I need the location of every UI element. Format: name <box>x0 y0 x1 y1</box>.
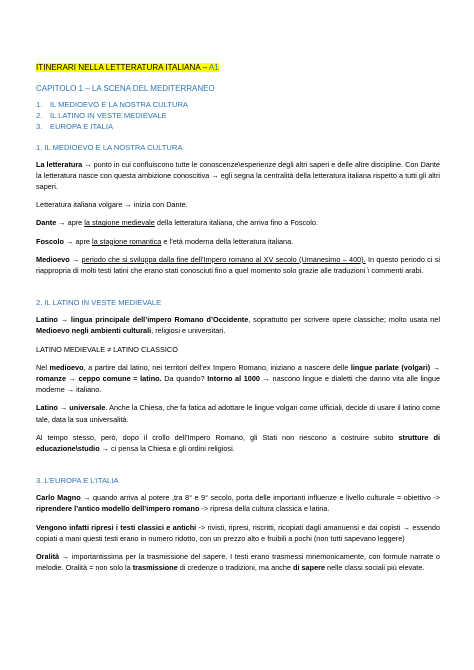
bold-term: La letteratura <box>36 159 83 169</box>
toc-item[interactable] <box>36 99 440 110</box>
paragraph-text: In questo periodo ci si riappropria di molti testi latini che erano stati conosciuti fino a quel momento solo grazie alle traduzioni \ commenti arabi. <box>36 254 441 276</box>
paragraph-text: → apre <box>56 218 85 228</box>
underlined-text: la stagione romantica <box>91 236 162 246</box>
paragraph-text: → quando arriva al potere ,tra 8° e 9° secolo, porta delle importanti influenze e livello culturale = obiettivo -> <box>80 493 441 503</box>
paragraph: Letteratura italiana volgare → inizia con Dante. <box>36 200 188 210</box>
bold-term: Vengono infatti ripresi i testi classici e antichi <box>36 522 197 532</box>
toc-item[interactable] <box>36 110 440 121</box>
bold-term: medioevo <box>49 362 84 372</box>
paragraph <box>36 254 440 276</box>
bold-term: Foscolo <box>36 236 64 246</box>
bold-term: strutture di educazione\studio <box>36 432 440 454</box>
underlined-text: la stagione medievale <box>84 218 155 228</box>
paragraph-text: -> ripresa della cultura classica e latina. <box>199 504 330 514</box>
paragraph-text: → punto in cui confluiscono tutte le conoscenze\esperienze degli altri saperi e delle altre discipline. Con Dante la letteratura nasce con questa ambizione conoscitiva → egli segna la centralità della letteratura italiana rispetto a tutti gli altri saperi. <box>36 159 440 192</box>
toc-number: 3. <box>36 122 43 132</box>
table-of-contents <box>36 99 440 133</box>
paragraph <box>36 159 440 193</box>
toc-label: IL LATINO IN VESTE MEDIEVALE <box>50 111 167 121</box>
paragraph <box>36 551 440 573</box>
paragraph-text: nascono lingue e dialetti che danno vita alle lingue moderne → italiano. <box>36 374 440 395</box>
toc-item[interactable] <box>36 121 440 132</box>
document-title <box>36 62 440 74</box>
paragraph-text: → importantissima per la trasmissione del sapere. I testi erano trasmessi mnemonicamente, con formule narrate o melodie. Oralità = non solo la <box>36 552 440 573</box>
paragraph-text: Da quando? <box>161 374 208 384</box>
bold-term: Oralità <box>36 552 60 562</box>
paragraph-text: e l’età moderna della letteratura italiana. <box>161 236 294 246</box>
toc-number: 2. <box>36 111 43 121</box>
toc-label: EUROPA E ITALIA <box>50 122 114 132</box>
toc-number: 1. <box>36 100 43 109</box>
paragraph-text: Nel <box>36 362 50 372</box>
title-highlight <box>36 63 219 72</box>
paragraph-text: . Anche la Chiesa, che fa fatica ad adottare le lingue volgari come ufficiali, decide di usare il latino come tale, data la sua universalità. <box>36 403 441 424</box>
paragraph <box>36 402 440 424</box>
paragraph <box>36 522 440 544</box>
paragraph-text: → <box>69 254 82 264</box>
paragraph-text: di credenze o tradizioni, ma anche <box>177 563 293 573</box>
section-heading: 2. IL LATINO IN VESTE MEDIEVALE <box>36 298 162 308</box>
paragraph <box>36 314 440 336</box>
paragraph <box>36 362 440 396</box>
paragraph-text: nelle classi sociali più elevate. <box>325 563 425 573</box>
chapter-heading: CAPITOLO 1 – LA SCENA DEL MEDITERRANEO <box>36 84 215 93</box>
title-text: ITINERARI NELLA LETTERATURA ITALIANA – <box>36 63 208 72</box>
underlined-text: periodo che si sviluppa dalla fine dell’Impero romano al XV secolo (Umanesimo – 400). <box>81 254 366 264</box>
bold-term: Dante <box>36 218 57 228</box>
section-heading: 3. L’EUROPA E L’ITALIA <box>36 476 119 486</box>
paragraph <box>36 492 440 514</box>
bold-term: Latino → lingua principale dell’impero Romano d’Occidente <box>36 315 249 325</box>
paragraph-text: , religiosi e universitari. <box>151 326 226 336</box>
title-suffix: A1 <box>208 63 219 72</box>
paragraph-text: Al tempo stesso, però, dopo il crollo dell’Impero Romano, gli Stati non riescono a costruire subito <box>36 432 399 442</box>
paragraph-text: → apre <box>63 236 92 246</box>
bold-term: di sapere <box>292 563 326 573</box>
bold-term: Carlo Magno <box>36 493 81 503</box>
paragraph: LATINO MEDIEVALE ≠ LATINO CLASSICO <box>36 344 178 354</box>
bold-term: Medioevo negli ambienti culturali <box>36 326 152 336</box>
section-heading: 1. IL MEDIOEVO E LA NOSTRA CULTURA <box>36 142 183 152</box>
bold-term: lingue parlate (volgari) → romanze → ceppo comune = latino. <box>36 362 441 384</box>
paragraph <box>36 217 440 228</box>
bold-term: Intorno al 1000 → <box>207 374 270 384</box>
bold-term: Medioevo <box>36 254 70 264</box>
bold-term: riprendere l’antico modello dell’impero romano <box>36 504 200 514</box>
paragraph-text: -> rivisti, ripresi, riscritti, ricopiati dagli amanuensi e dai copisti → essendo copiati a mani questi testi erano in numero ridotto, con un prezzo alto e fruibili a pochi (non tutti sapevano leggere) <box>36 522 440 543</box>
paragraph-text: → ci pensa la Chiesa e gli ordini religiosi. <box>99 444 235 454</box>
paragraph <box>36 432 440 454</box>
bold-term: trasmissione <box>132 563 178 573</box>
paragraph-text: della letteratura italiana, che arriva fino a Foscolo. <box>154 218 318 228</box>
paragraph-text: , a partire dal latino, nei territori dell’ex Impero Romano, iniziano a nascere delle <box>83 362 351 372</box>
bold-term: Latino → universale <box>36 403 106 413</box>
toc-label: IL MEDIOEVO E LA NOSTRA CULTURA <box>50 100 188 109</box>
paragraph-text: , soprattutto per scrivere opere classiche; molto usata nel <box>248 315 440 325</box>
paragraph <box>36 236 440 247</box>
